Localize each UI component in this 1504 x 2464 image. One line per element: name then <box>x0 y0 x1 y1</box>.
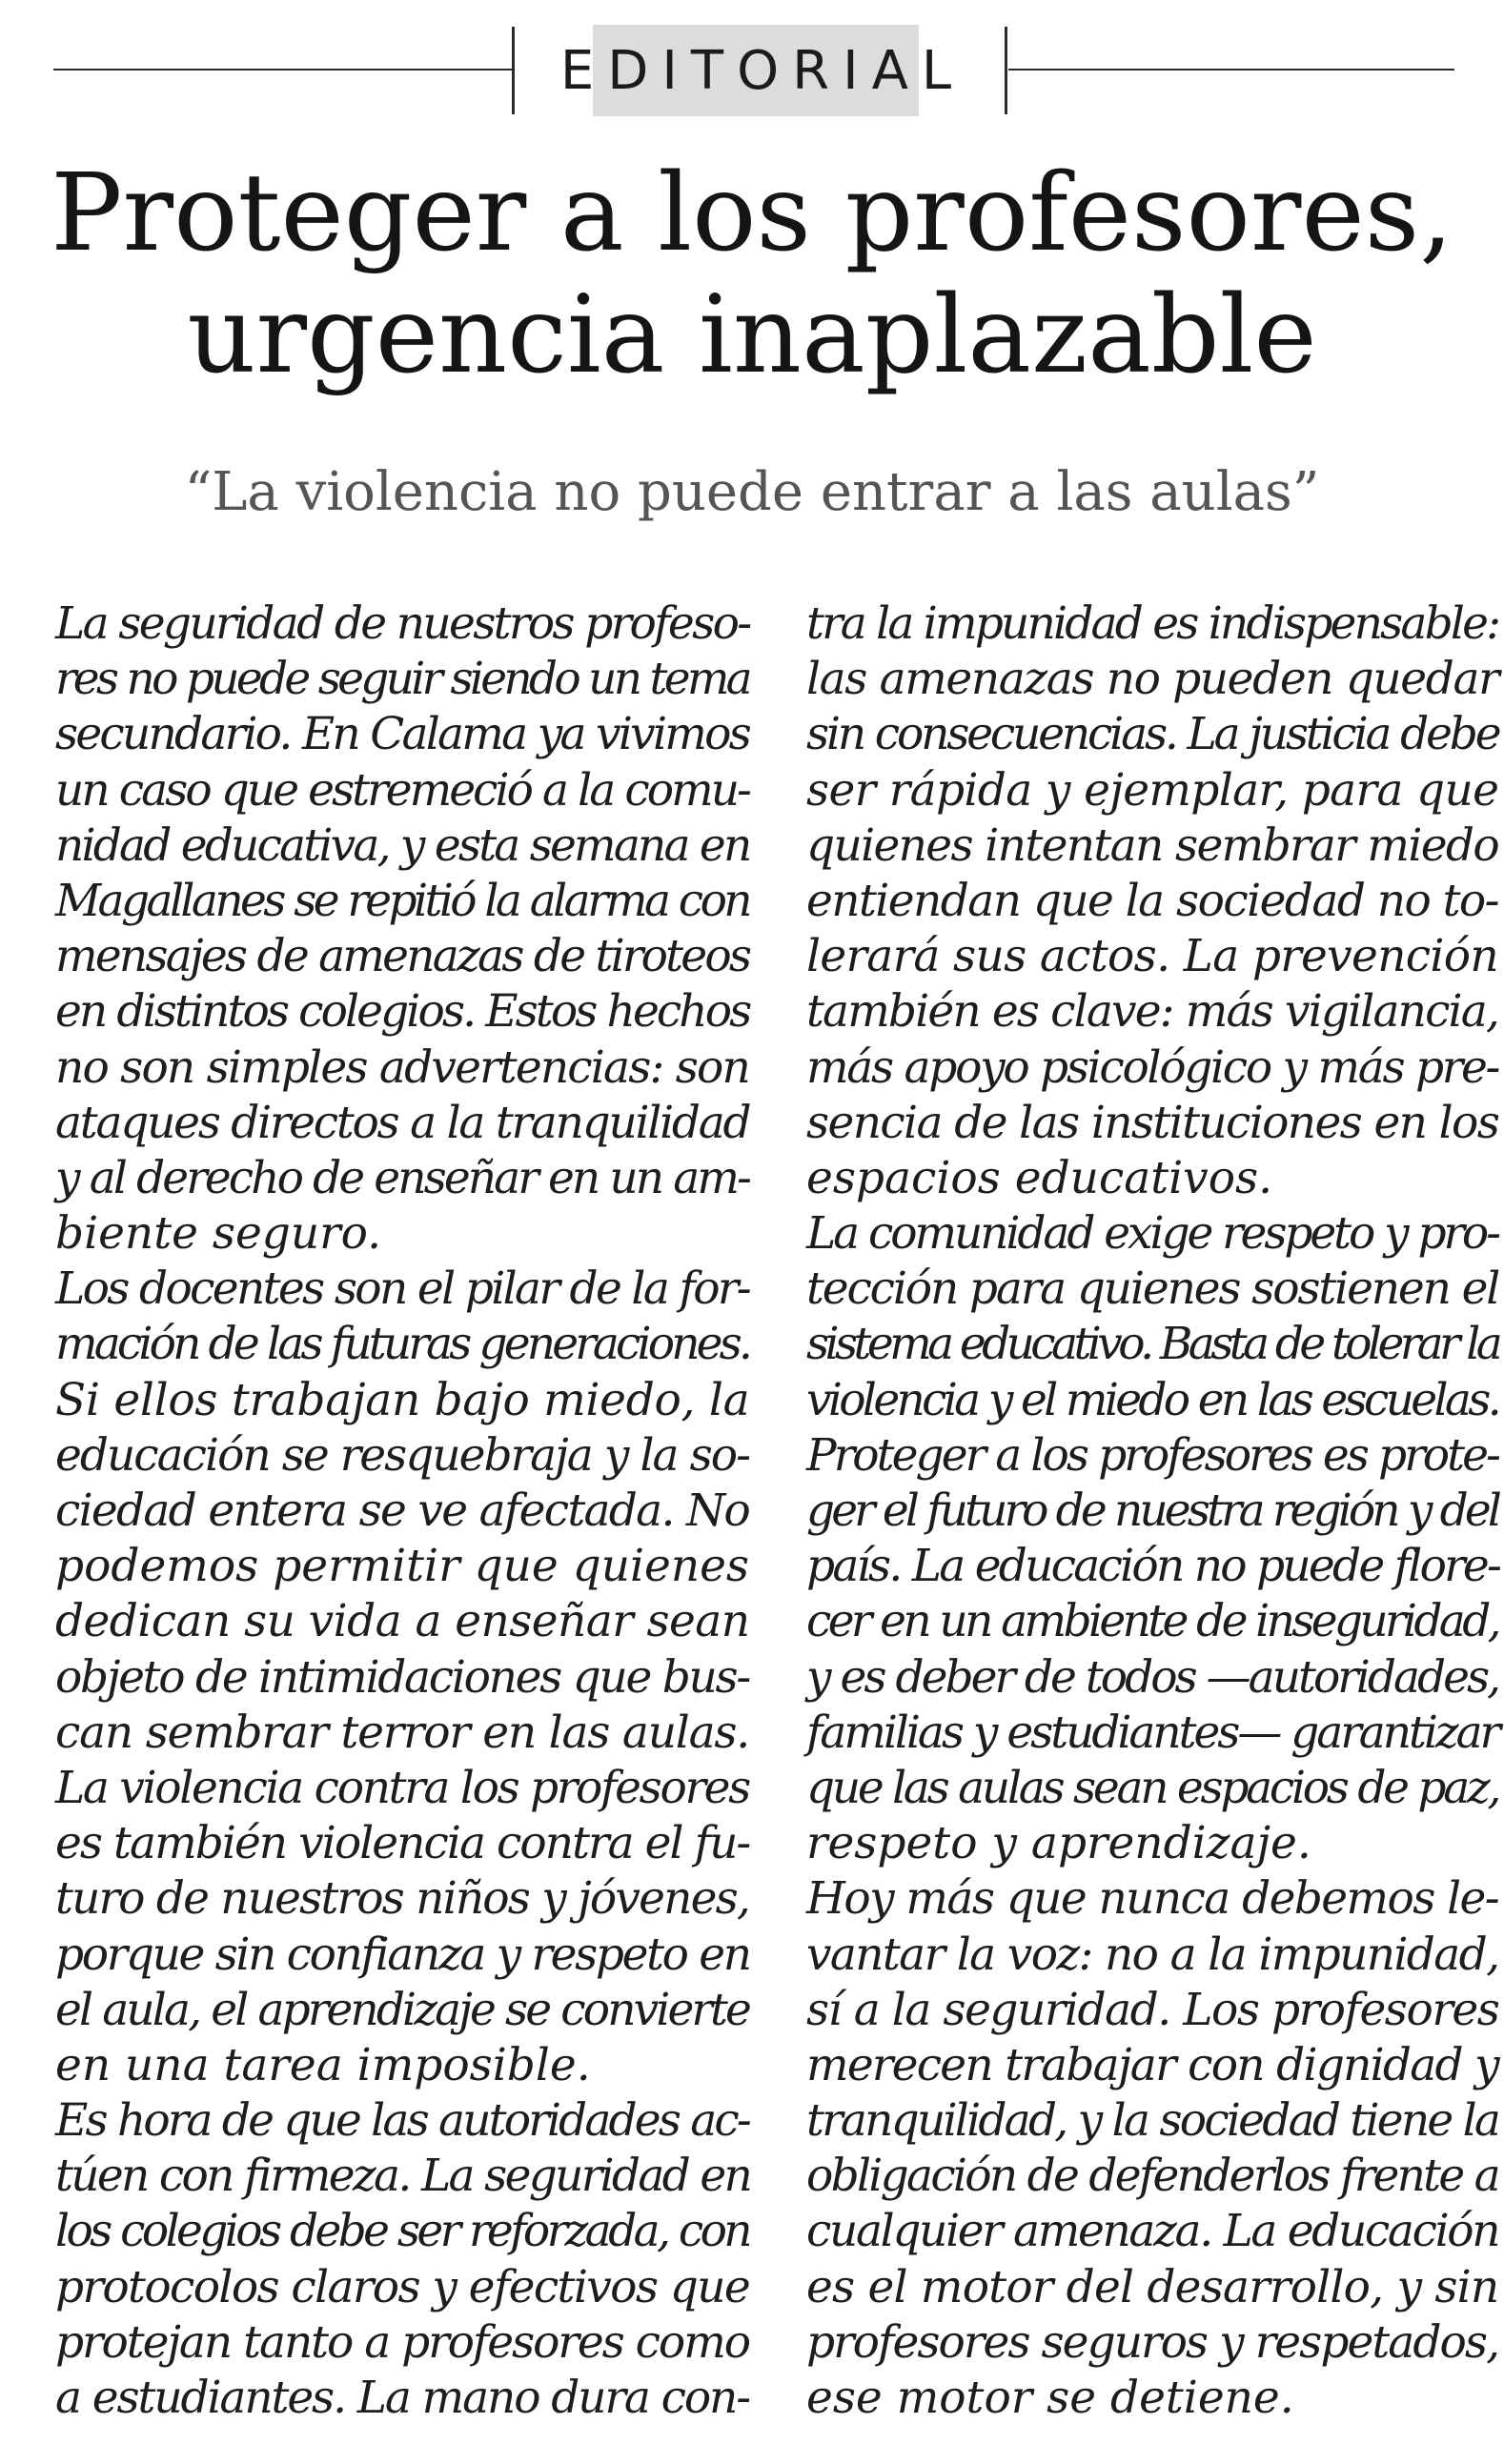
body-line: protejan tanto a profesores como <box>55 2315 749 2369</box>
body-line: vantar la voz: no a la impunidad, <box>806 1928 1499 1981</box>
body-line: sí a la seguridad. Los profesores <box>806 1983 1499 2036</box>
body-line: Si ellos trabajan bajo miedo, la <box>55 1373 750 1426</box>
body-line: tranquilidad, y la sociedad tiene la <box>806 2094 1499 2148</box>
body-line: ese motor se detiene. <box>806 2372 1294 2424</box>
header-rule-left-tick <box>512 27 515 114</box>
header-rule-right <box>1008 69 1454 71</box>
body-line: ger el futuro de nuestra región y del <box>806 1484 1498 1537</box>
body-line: en una tarea imposible. <box>55 2038 591 2091</box>
body-line: que las aulas sean espacios de paz, <box>806 1761 1499 1814</box>
body-line: lerará sus actos. La prevención <box>806 930 1498 983</box>
body-line: mensajes de amenazas de tiroteos <box>55 930 750 983</box>
headline-line-2: urgencia inaplazable <box>187 273 1317 397</box>
body-line: protocolos claros y efectivos que <box>55 2260 750 2313</box>
body-line: es también violencia contra el fu- <box>55 1817 750 1870</box>
body-line: y es deber de todos —autoridades, <box>806 1650 1499 1704</box>
body-line: país. La educación no puede flore- <box>806 1540 1500 1593</box>
body-line: La seguridad de nuestros profeso- <box>55 597 750 650</box>
body-line: y al derecho de enseñar en un am- <box>55 1151 750 1204</box>
body-line: es el motor del desarrollo, y sin <box>806 2260 1499 2313</box>
body-line: a estudiantes. La mano dura con- <box>55 2372 749 2424</box>
header-rule-right-tick <box>1005 27 1007 114</box>
body-line: porque sin confianza y respeto en <box>55 1928 750 1981</box>
body-line: familias y estudiantes— garantizar <box>806 1706 1498 1759</box>
body-line: sistema educativo. Basta de tolerar la <box>806 1318 1499 1371</box>
body-line: más apoyo psicológico y más pre- <box>806 1040 1499 1094</box>
body-line: Los docentes son el pilar de la for- <box>55 1262 749 1316</box>
body-line: violencia y el miedo en las escuelas. <box>806 1373 1498 1426</box>
headline <box>0 152 1504 396</box>
body-line: La violencia contra los profesores <box>55 1761 749 1814</box>
body-line: sin consecuencias. La justicia debe <box>806 708 1499 761</box>
body-line: La comunidad exige respeto y pro- <box>806 1207 1498 1261</box>
body-line: respeto y aprendizaje. <box>806 1817 1311 1870</box>
body-line: cer en un ambiente de inseguridad, <box>806 1595 1498 1648</box>
body-line: educación se resquebraja y la so- <box>55 1428 749 1482</box>
body-line: túen con firmeza. La seguridad en <box>55 2150 751 2203</box>
body-line: sencia de las instituciones en los <box>806 1096 1499 1149</box>
body-line: tección para quienes sostienen el <box>806 1262 1499 1316</box>
body-line: las amenazas no pueden quedar <box>806 653 1499 706</box>
body-line: no son simples advertencias: son <box>55 1040 749 1094</box>
body-line: los colegios debe ser reforzada, con <box>55 2205 749 2258</box>
body-line: Hoy más que nunca debemos le- <box>806 1872 1499 1926</box>
subheadline-quote: “La violencia no puede entrar a las aulas” <box>184 461 1320 523</box>
body-line: tra la impunidad es indispensable: <box>806 597 1499 650</box>
body-line: cualquier amenaza. La educación <box>806 2205 1499 2258</box>
header-rule-left <box>53 69 512 71</box>
body-line: objeto de intimidaciones que bus- <box>55 1650 749 1704</box>
body-line: profesores seguros y respetados, <box>806 2315 1499 2369</box>
body-line: Magallanes se repitió la alarma con <box>55 874 749 927</box>
body-column-left <box>55 596 749 2426</box>
body-line: ataques directos a la tranquilidad <box>55 1096 750 1149</box>
body-line: secundario. En Calama ya vivimos <box>55 708 749 761</box>
body-line: Es hora de que las autoridades ac- <box>55 2094 749 2148</box>
body-line: ciedad entera se ve afectada. No <box>55 1484 749 1537</box>
body-line: nidad educativa, y esta semana en <box>55 818 750 872</box>
body-line: quienes intentan sembrar miedo <box>806 818 1499 872</box>
body-line: merecen trabajar con dignidad y <box>806 2038 1498 2091</box>
section-label: EDITORIAL <box>593 25 919 116</box>
body-line: mación de las futuras generaciones. <box>55 1318 750 1371</box>
body-line: obligación de defenderlos frente a <box>806 2150 1499 2203</box>
body-line: biente seguro. <box>55 1207 382 1261</box>
body-line: un caso que estremeció a la comu- <box>55 763 749 817</box>
body-line: espacios educativos. <box>806 1151 1273 1204</box>
body-line: can sembrar terror en las aulas. <box>55 1706 749 1759</box>
body-line: podemos permitir que quienes <box>55 1540 750 1593</box>
body-column-right <box>806 596 1498 2426</box>
body-line: ser rápida y ejemplar, para que <box>806 763 1499 817</box>
body-line: en distintos colegios. Estos hechos <box>55 985 750 1039</box>
body-line: res no puede seguir siendo un tema <box>55 653 749 706</box>
body-line: el aula, el aprendizaje se convierte <box>55 1983 750 2036</box>
body-line: turo de nuestros niños y jóvenes, <box>55 1872 749 1926</box>
body-line: entiendan que la sociedad no to- <box>806 874 1498 927</box>
headline-line-1: Proteger a los profesores, <box>51 151 1453 275</box>
body-line: también es clave: más vigilancia, <box>806 985 1498 1039</box>
body-line: dedican su vida a enseñar sean <box>55 1595 750 1648</box>
body-line: Proteger a los profesores es prote- <box>806 1428 1498 1482</box>
